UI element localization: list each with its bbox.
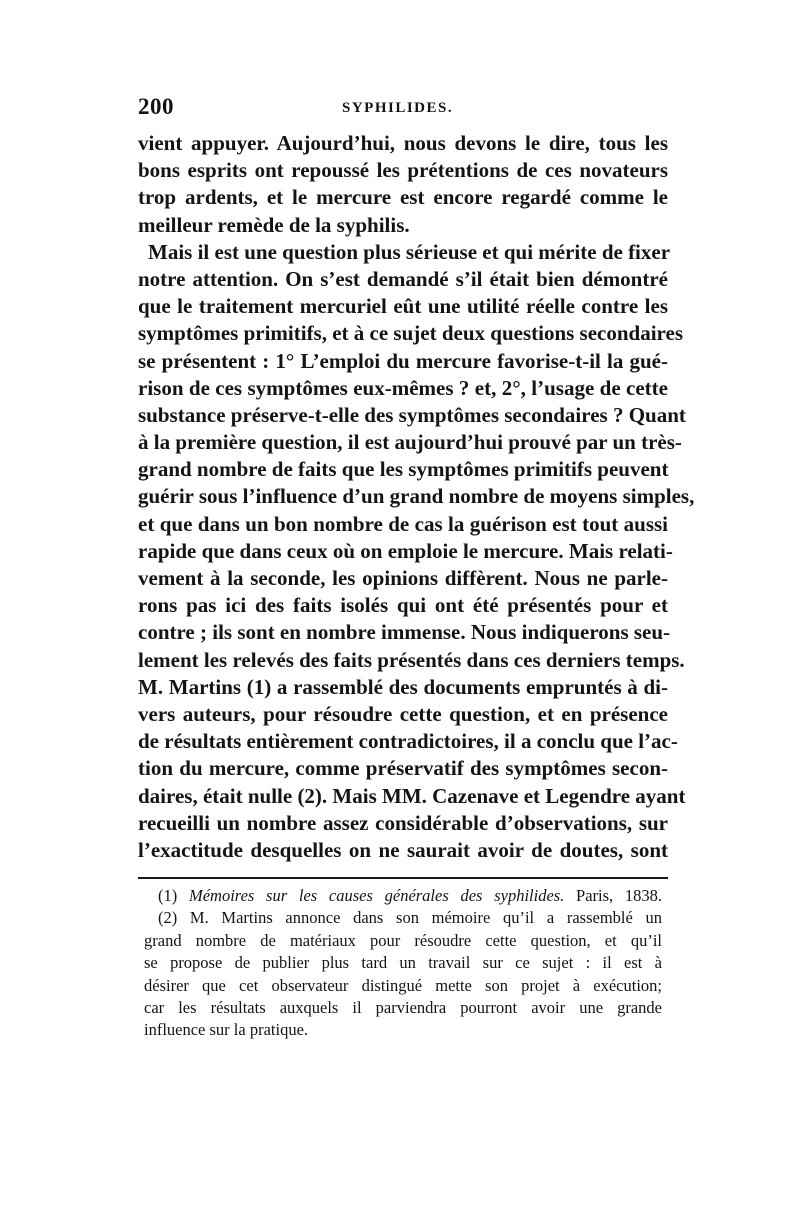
text-line: l’exactitude desquelles on ne saurait avoir de doutes, sont — [138, 837, 668, 862]
text-line: lement les relevés des faits présentés dans ces derniers temps. — [138, 647, 685, 672]
text-line: vers auteurs, pour résoudre cette question, et en présence — [138, 701, 668, 726]
footnote-2-line: désirer que cet observateur distingué mette son projet à exécution; — [144, 975, 662, 995]
footnote-1-rest: Paris, 1838. — [576, 886, 662, 905]
text-line: de résultats entièrement contradictoires, il a conclu que l’ac- — [138, 729, 678, 754]
text-line: recueilli un nombre assez considérable d’observations, sur — [138, 810, 668, 835]
text-line: rons pas ici des faits isolés qui ont été présentés pour et — [138, 593, 668, 618]
footnotes — [144, 885, 662, 1042]
text-line: vient appuyer. Aujourd’hui, nous devons le dire, tous les — [138, 131, 668, 155]
footnote-rule — [138, 877, 668, 879]
text-line: contre ; ils sont en nombre immense. Nous indiquerons seu- — [138, 620, 671, 645]
text-line: substance préserve-t-elle des symptômes secondaires ? Quant — [138, 402, 686, 427]
text-line: rapide que dans ceux où on emploie le mercure. Mais relati- — [138, 538, 673, 563]
text-line: rison de ces symptômes eux-mêmes ? et, 2°, l’usage de cette — [138, 375, 668, 400]
footnote-2-line: influence sur la pratique. — [144, 1020, 309, 1040]
page-number: 200 — [138, 94, 174, 119]
text-line: que le traitement mercuriel eût une utilité réelle contre les — [138, 294, 668, 319]
text-line: symptômes primitifs, et à ce sujet deux questions secondaires — [138, 321, 683, 346]
text-line: et que dans un bon nombre de cas la guérison est tout aussi — [138, 511, 668, 536]
footnote-1 — [144, 885, 662, 907]
text-line: guérir sous l’influence d’un grand nombre de moyens simples, — [138, 484, 695, 509]
running-title: SYPHILIDES. — [342, 100, 454, 116]
text-line: grand nombre de faits que les symptômes primitifs peuvent — [138, 457, 669, 482]
footnote-1-title: Mémoires sur les causes générales des syphilides. — [188, 886, 565, 905]
text-line: meilleur remède de la syphilis. — [138, 212, 410, 237]
footnote-2-line: (2) M. Martins annonce dans son mémoire qu’il a rassemblé un — [158, 908, 662, 928]
footnote-2-line: se propose de publier plus tard un travail sur ce sujet : il est à — [144, 953, 662, 973]
text-line: vement à la seconde, les opinions diffèrent. Nous ne parle- — [138, 566, 668, 590]
text-line: tion du mercure, comme préservatif des symptômes secon- — [138, 756, 668, 781]
footnote-1-number: (1) — [158, 886, 178, 905]
text-line: à la première question, il est aujourd’hui prouvé par un très- — [138, 430, 682, 455]
text-line: Mais il est une question plus sérieuse et qui mérite de fixer — [148, 239, 671, 264]
footnote-2-line: car les résultats auxquels il parviendra pourront avoir une grande — [144, 997, 662, 1017]
page-header — [138, 94, 668, 124]
text-line: trop ardents, et le mercure est encore regardé comme le — [138, 185, 668, 210]
text-line: daires, était nulle (2). Mais MM. Cazenave et Legendre ayant — [138, 783, 686, 808]
text-line: M. Martins (1) a rassemblé des documents empruntés à di- — [138, 674, 668, 699]
text-line: bons esprits ont repoussé les prétentions de ces novateurs — [138, 158, 668, 183]
main-text — [138, 130, 695, 864]
text-line: se présentent : 1° L’emploi du mercure favorise-t-il la gué- — [138, 348, 668, 373]
text-line: notre attention. On s’est demandé s’il était bien démontré — [138, 266, 668, 291]
footnote-2-line: grand nombre de matériaux pour résoudre cette question, et qu’il — [144, 930, 662, 950]
